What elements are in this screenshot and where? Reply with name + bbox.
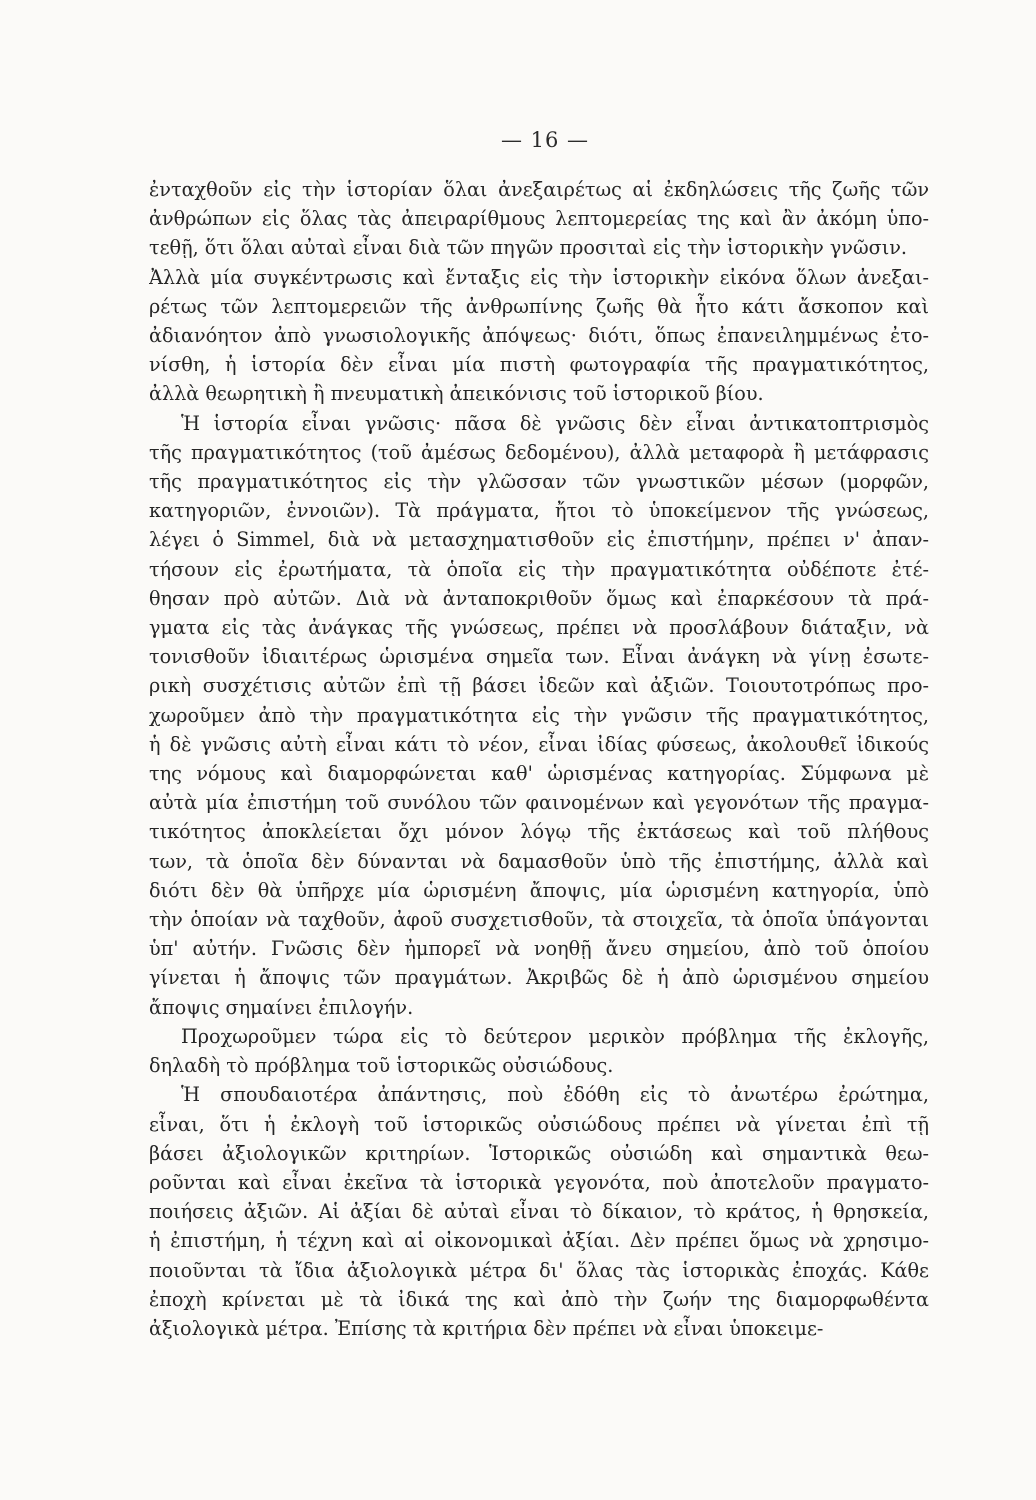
- text-line: διότι δὲν θὰ ὑπῆρχε μία ὡρισμένη ἄποψις, μία ὡρισμένη κατηγορία, ὑπὸ: [149, 878, 929, 902]
- text-line: ποιοῦνται τὰ ἴδια ἀξιολογικὰ μέτρα δι' ὅλας τὰς ἱστορικὰς ἐποχάς. Κάθε: [149, 1258, 929, 1282]
- text-line: της νόμους καὶ διαμορφώνεται καθ' ὡρισμένας κατηγορίας. Σύμφωνα μὲ: [149, 762, 929, 786]
- paragraph: [149, 1080, 929, 1343]
- text-line: θησαν πρὸ αὐτῶν. Διὰ νὰ ἀνταποκριθοῦν ὅμως καὶ ἐπαρκέσουν τὰ πρά-: [149, 586, 929, 610]
- text-line: χωροῦμεν ἀπὸ τὴν πραγματικότητα εἰς τὴν γνῶσιν τῆς πραγματικότητος,: [149, 703, 929, 727]
- text-line: ἄποψις σημαίνει ἐπιλογήν.: [149, 995, 414, 1019]
- text-line: εἶναι, ὅτι ἡ ἐκλογὴ τοῦ ἱστορικῶς οὐσιώδους πρέπει νὰ γίνεται ἐπὶ τῇ: [149, 1112, 929, 1136]
- text-line: ὑπ' αὐτήν. Γνῶσις δὲν ἠμπορεῖ νὰ νοηθῇ ἄνευ σημείου, ἀπὸ τοῦ ὁποίου: [149, 937, 929, 961]
- text-line: ἀνθρώπων εἰς ὅλας τὰς ἀπειραρίθμους λεπτομερείας της καὶ ἂν ἀκόμη ὑπο-: [149, 207, 929, 231]
- text-line: λέγει ὁ Simmel, διὰ νὰ μετασχηματισθοῦν εἰς ἐπιστήμην, πρέπει ν' ἀπαν-: [149, 528, 929, 552]
- text-line: νίσθη, ἡ ἱστορία δὲν εἶναι μία πιστὴ φωτογραφία τῆς πραγματικότητος,: [149, 353, 929, 377]
- paragraph: [149, 263, 929, 409]
- text-line: ἐνταχθοῦν εἰς τὴν ἱστορίαν ὅλαι ἀνεξαιρέτως αἱ ἐκδηλώσεις τῆς ζωῆς τῶν: [149, 178, 929, 201]
- text-line: βάσει ἀξιολογικῶν κριτηρίων. Ἱστορικῶς οὐσιώδη καὶ σημαντικὰ θεω-: [149, 1141, 929, 1165]
- body-text: [149, 175, 929, 1343]
- text-line: κατηγοριῶν, ἐννοιῶν). Τὰ πράγματα, ἤτοι τὸ ὑποκείμενον τῆς γνώσεως,: [149, 499, 929, 523]
- page-number: — 16 —: [500, 128, 590, 152]
- text-line: δηλαδὴ τὸ πρόβλημα τοῦ ἱστορικῶς οὐσιώδους.: [149, 1054, 614, 1078]
- text-line: Ἡ ἱστορία εἶναι γνῶσις· πᾶσα δὲ γνῶσις δὲν εἶναι ἀντικατοπτρισμὸς: [181, 411, 929, 435]
- text-line: Ἡ σπουδαιοτέρα ἀπάντησις, ποὺ ἐδόθη εἰς τὸ ἀνωτέρω ἐρώτημα,: [181, 1083, 929, 1107]
- text-line: ἡ ἐπιστήμη, ἡ τέχνη καὶ αἱ οἰκονομικαὶ ἀξίαι. Δὲν πρέπει ὅμως νὰ χρησιμο-: [149, 1229, 929, 1253]
- text-line: ποιήσεις ἀξιῶν. Αἱ ἀξίαι δὲ αὐταὶ εἶναι τὸ δίκαιον, τὸ κράτος, ἡ θρησκεία,: [149, 1200, 929, 1224]
- paragraph: [149, 1022, 929, 1080]
- text-line: ροῦνται καὶ εἶναι ἐκεῖνα τὰ ἱστορικὰ γεγονότα, ποὺ ἀποτελοῦν πραγματο-: [149, 1170, 929, 1194]
- text-line: γματα εἰς τὰς ἀνάγκας τῆς γνώσεως, πρέπει νὰ προσλάβουν διάταξιν, νὰ: [149, 616, 929, 640]
- text-line: ἡ δὲ γνῶσις αὐτὴ εἶναι κάτι τὸ νέον, εἶναι ἰδίας φύσεως, ἀκολουθεῖ ἰδικούς: [149, 732, 929, 756]
- paragraph: [149, 175, 929, 263]
- text-line: ρικὴ συσχέτισις αὐτῶν ἐπὶ τῇ βάσει ἰδεῶν καὶ ἀξιῶν. Τοιουτοτρόπως προ-: [149, 674, 929, 698]
- text-line: τῆς πραγματικότητος εἰς τὴν γλῶσσαν τῶν γνωστικῶν μέσων (μορφῶν,: [149, 470, 929, 494]
- text-line: ρέτως τῶν λεπτομερειῶν τῆς ἀνθρωπίνης ζωῆς θὰ ἦτο κάτι ἄσκοπον καὶ: [149, 294, 929, 318]
- text-line: Προχωροῦμεν τώρα εἰς τὸ δεύτερον μερικὸν πρόβλημα τῆς ἐκλογῆς,: [181, 1024, 929, 1048]
- text-line: τικότητος ἀποκλείεται ὄχι μόνον λόγῳ τῆς ἐκτάσεως καὶ τοῦ πλήθους: [149, 820, 929, 844]
- text-line: τῆς πραγματικότητος (τοῦ ἀμέσως δεδομένου), ἀλλὰ μεταφορὰ ἢ μετάφρασις: [149, 440, 929, 464]
- text-line: τεθῇ, ὅτι ὅλαι αὐταὶ εἶναι διὰ τῶν πηγῶν προσιταὶ εἰς τὴν ἱστορικὴν γνῶσιν.: [149, 236, 907, 260]
- text-line: ἐποχὴ κρίνεται μὲ τὰ ἰδικά της καὶ ἀπὸ τὴν ζωήν της διαμορφωθέντα: [149, 1287, 929, 1311]
- text-line: τονισθοῦν ἰδιαιτέρως ὡρισμένα σημεῖα των. Εἶναι ἀνάγκη νὰ γίνῃ ἐσωτε-: [149, 645, 929, 669]
- text-line: Ἀλλὰ μία συγκέντρωσις καὶ ἔνταξις εἰς τὴν ἱστορικὴν εἰκόνα ὅλων ἀνεξαι-: [149, 265, 929, 289]
- text-line: γίνεται ἡ ἄποψις τῶν πραγμάτων. Ἀκριβῶς δὲ ἡ ἀπὸ ὡρισμένου σημείου: [149, 966, 929, 990]
- text-line: ἀλλὰ θεωρητικὴ ἢ πνευματικὴ ἀπεικόνισις τοῦ ἱστορικοῦ βίου.: [149, 382, 764, 406]
- text-line: τήσουν εἰς ἐρωτήματα, τὰ ὁποῖα εἰς τὴν πραγματικότητα οὐδέποτε ἐτέ-: [149, 557, 929, 581]
- paragraph: [149, 409, 929, 1022]
- text-line: ἀξιολογικὰ μέτρα. Ἐπίσης τὰ κριτήρια δὲν πρέπει νὰ εἶναι ὑποκειμε-: [149, 1316, 824, 1340]
- text-line: ἀδιανόητον ἀπὸ γνωσιολογικῆς ἀπόψεως· διότι, ὅπως ἐπανειλημμένως ἐτο-: [149, 324, 929, 348]
- text-line: των, τὰ ὁποῖα δὲν δύνανται νὰ δαμασθοῦν ὑπὸ τῆς ἐπιστήμης, ἀλλὰ καὶ: [149, 849, 929, 873]
- text-line: αὐτὰ μία ἐπιστήμη τοῦ συνόλου τῶν φαινομένων καὶ γεγονότων τῆς πραγμα-: [149, 791, 929, 815]
- text-line: τὴν ὁποίαν νὰ ταχθοῦν, ἀφοῦ συσχετισθοῦν, τὰ στοιχεῖα, τὰ ὁποῖα ὑπάγονται: [149, 908, 929, 932]
